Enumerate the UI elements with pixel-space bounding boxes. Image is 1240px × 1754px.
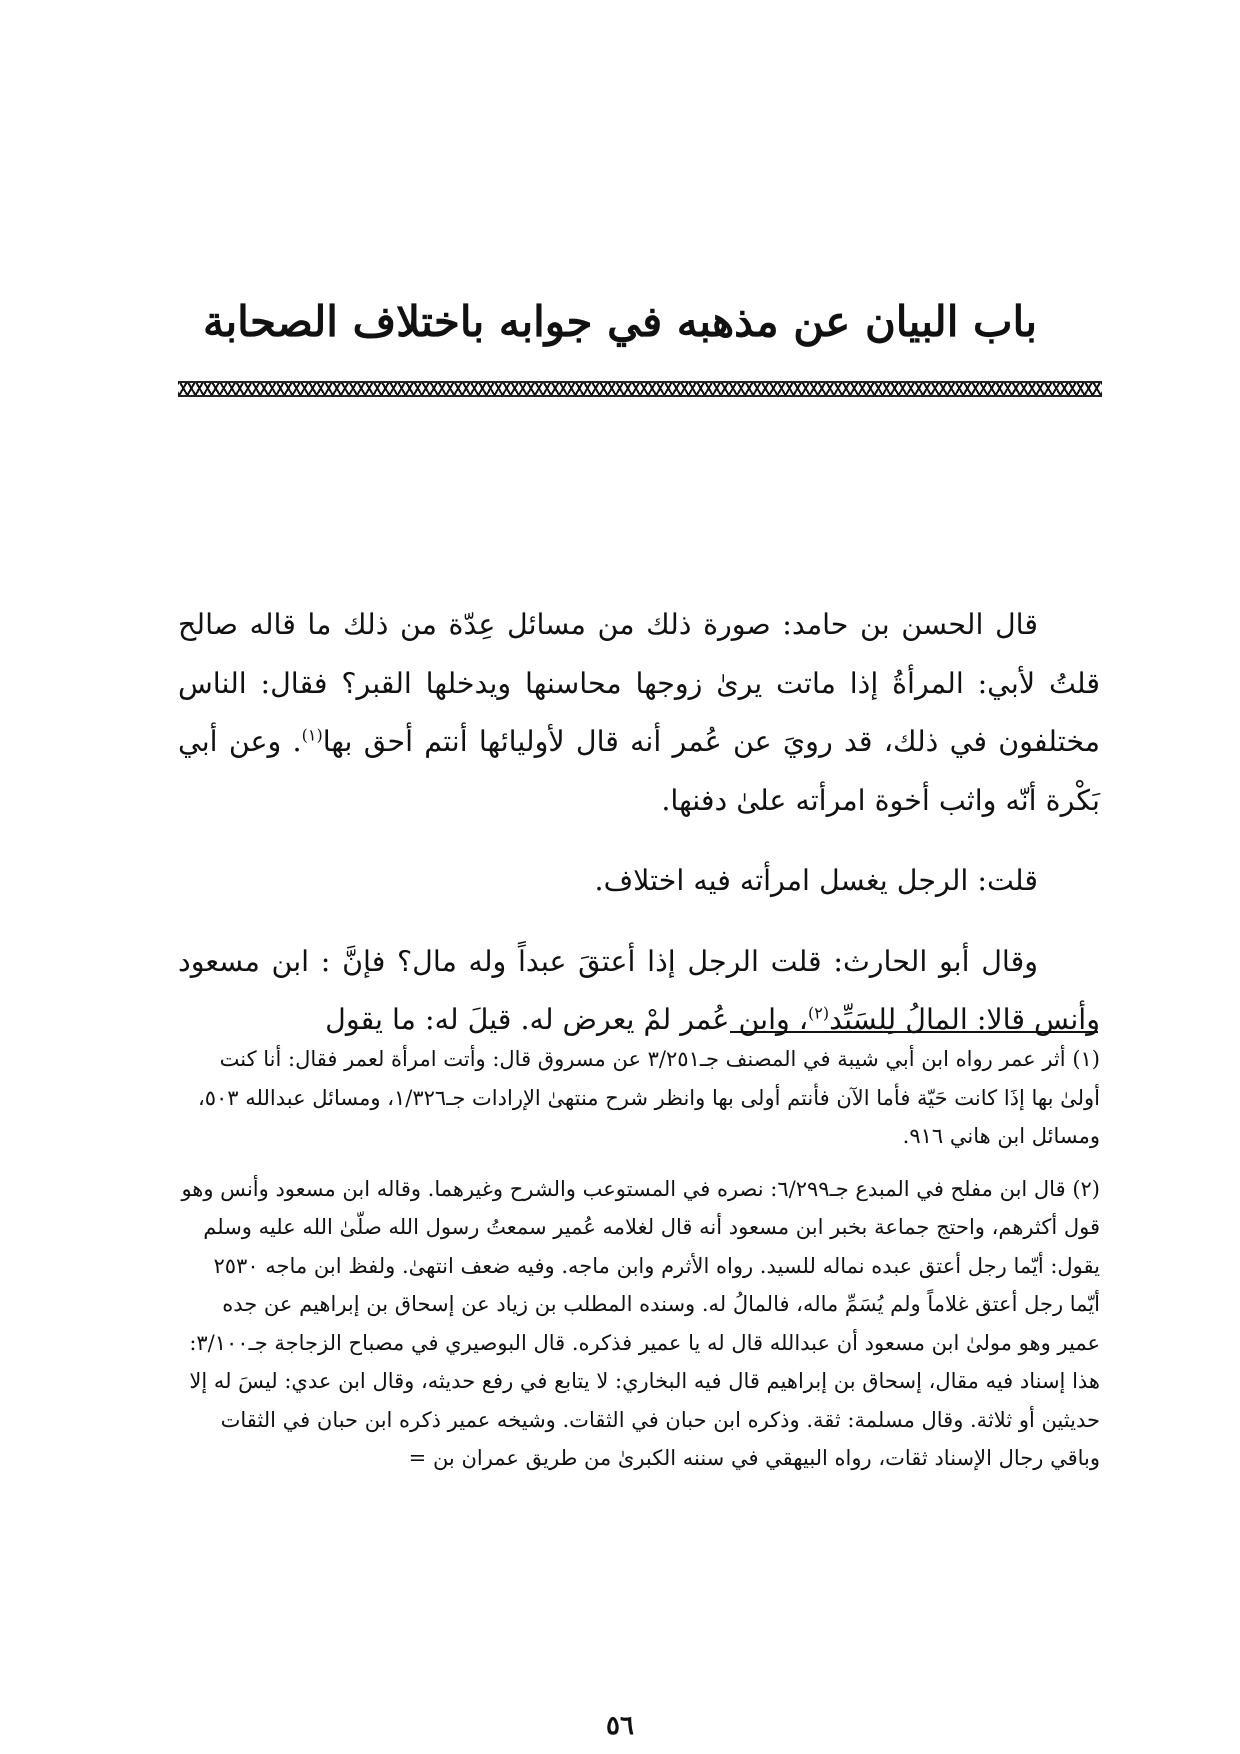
footnote-2 xyxy=(178,1170,1100,1478)
paragraph-3-text-b: ، وابن عُمر لمْ يعرض له. قيلَ له: ما يقول xyxy=(325,1003,809,1036)
footnote-2-text: قال ابن مفلح في المبدع جـ٦/٢٩٩: نصره في المستوعب والشرح وغيرهما. وقاله ابن مسعود وأنس وهو قول أكثرهم، واحتج جماعة بخبر ابن مسعود أنه قال لغلامه عُمير سمعتُ رسول الله صلّىٰ الله عليه وسلم يقول: أيّما رجل أعتق عبده نماله للسيد. رواه الأثرم وابن ماجه. وفيه ضعف انتهىٰ. ولفظ ابن ماجه ٢٥٣٠ أيّما رجل أعتق غلاماً ولم يُسَمِّ ماله، فالمالُ له. وسنده المطلب بن زياد عن إسحاق بن إبراهيم عن جده عمير وهو مولىٰ ابن مسعود أن عبدالله قال له يا عمير فذكره. قال البوصيري في مصباح الزجاجة جـ٣/١٠٠: هذا إسناد فيه مقال، إسحاق بن إبراهيم قال فيه البخاري: لا يتابع في رفع حديثه، وقال ابن عدي: ليسَ له إلا حديثين أو ثلاثة. وقال مسلمة: ثقة. وذكره ابن حبان في الثقات. وشيخه عمير ذكره ابن حبان في الثقات وباقي رجال الإسناد ثقات، رواه البيهقي في سننه الكبرىٰ من طريق عمران بن = xyxy=(181,1176,1100,1470)
page-title: باب البيان عن مذهبه في جوابه باختلاف الصحابة xyxy=(202,297,1038,346)
footnote-1-number: (١) xyxy=(1072,1047,1100,1071)
paragraph-1 xyxy=(178,596,1100,830)
paragraph-1-text-a: قال الحسن بن حامد: صورة ذلك من مسائل عِدّة من ذلك ما قاله صالح قلتُ لأبي: المرأةُ إذا ماتت يرىٰ زوجها محاسنها ويدخلها القبر؟ فقال: الناس مختلفون في ذلك، قد رويَ عن عُمر أنه قال لأوليائها أنتم أحق بها xyxy=(178,608,1100,758)
footnote-2-number: (٢) xyxy=(1072,1176,1100,1201)
paragraph-1-text-b: . وعن أبي بَكْرة أنّه واثب أخوة امرأته علىٰ دفنها. xyxy=(178,725,1100,817)
footnote-1-text: أثر عمر رواه ابن أبي شيبة في المصنف جـ٣/٢٥١ عن مسروق قال: وأتت امرأة لعمر فقال: أنا كنت أولىٰ بها إذَا كانت حَيّة فأما الآن فأنتم أولى بها وانظر شرح منتهىٰ الإرادات جـ١/٣٢٦، ومسائل عبدالله ٥٠٣، ومسائل ابن هاني ٩١٦. xyxy=(197,1047,1100,1148)
page-number: ٥٦ xyxy=(606,1711,634,1741)
footnote-ref-1[interactable]: (١) xyxy=(301,725,323,745)
footnote-separator xyxy=(730,1031,1098,1033)
paragraph-2: قلت: الرجل يغسل امرأته فيه اختلاف. xyxy=(594,864,1038,897)
main-text xyxy=(178,596,1100,1050)
paragraph-3-text-a: وقال أبو الحارث: قلت الرجل إذا أعتقَ عبداً وله مال؟ فإنَّ : ابن مسعود وأنس قالا: المالُ لِلسَيِّد xyxy=(178,944,1100,1036)
ornamental-divider xyxy=(178,381,1102,397)
footnotes xyxy=(178,1040,1100,1478)
footnote-ref-2[interactable]: (٢) xyxy=(808,1003,830,1023)
footnote-1 xyxy=(178,1040,1100,1156)
